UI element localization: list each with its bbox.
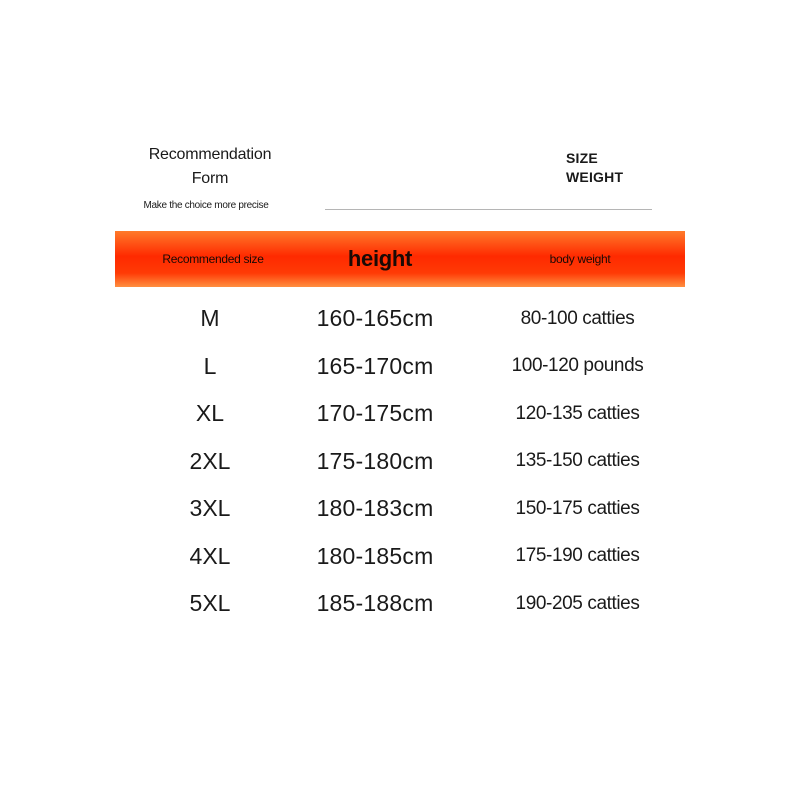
size-cell: 3XL xyxy=(189,495,231,522)
form-title xyxy=(130,143,290,191)
height-cell: 185-188cm xyxy=(316,590,434,617)
size-cell: 2XL xyxy=(189,447,231,474)
size-cell: 5XL xyxy=(189,590,231,617)
height-cell: 170-175cm xyxy=(316,400,434,427)
weight-cell: 175-190 catties xyxy=(515,545,640,567)
weight-cell: 80-100 catties xyxy=(520,307,635,329)
column-header-weight: body weight xyxy=(549,252,611,266)
weight-cell: 120-135 catties xyxy=(515,402,640,424)
size-cell: L xyxy=(203,352,217,379)
table-header-banner xyxy=(115,231,685,287)
weight-cell: 135-150 catties xyxy=(515,450,640,472)
table-row xyxy=(0,390,800,438)
form-title-line1: Recommendation xyxy=(148,146,272,163)
height-cell: 165-170cm xyxy=(316,352,434,379)
table-row xyxy=(0,343,800,391)
weight-cell: 100-120 pounds xyxy=(511,355,644,377)
size-table-body xyxy=(0,295,800,628)
height-cell: 180-185cm xyxy=(316,542,434,569)
size-cell: XL xyxy=(195,400,225,427)
height-cell: 180-183cm xyxy=(316,495,434,522)
table-row xyxy=(0,438,800,486)
table-row xyxy=(0,533,800,581)
table-row xyxy=(0,580,800,628)
height-cell: 160-165cm xyxy=(316,305,434,332)
table-row xyxy=(0,485,800,533)
column-header-height: height xyxy=(347,246,413,271)
height-cell: 175-180cm xyxy=(316,447,434,474)
weight-cell: 190-205 catties xyxy=(515,592,640,614)
column-header-size: Recommended size xyxy=(162,252,264,266)
weight-cell: 150-175 catties xyxy=(515,497,640,519)
weight-label: WEIGHT xyxy=(566,169,624,185)
header-divider xyxy=(325,209,652,210)
form-title-line2: Form xyxy=(191,170,229,187)
size-cell: 4XL xyxy=(189,542,231,569)
form-subtitle: Make the choice more precise xyxy=(143,200,269,211)
size-label: SIZE xyxy=(566,150,598,166)
size-weight-label xyxy=(566,149,656,187)
size-cell: M xyxy=(200,305,220,332)
table-row xyxy=(0,295,800,343)
